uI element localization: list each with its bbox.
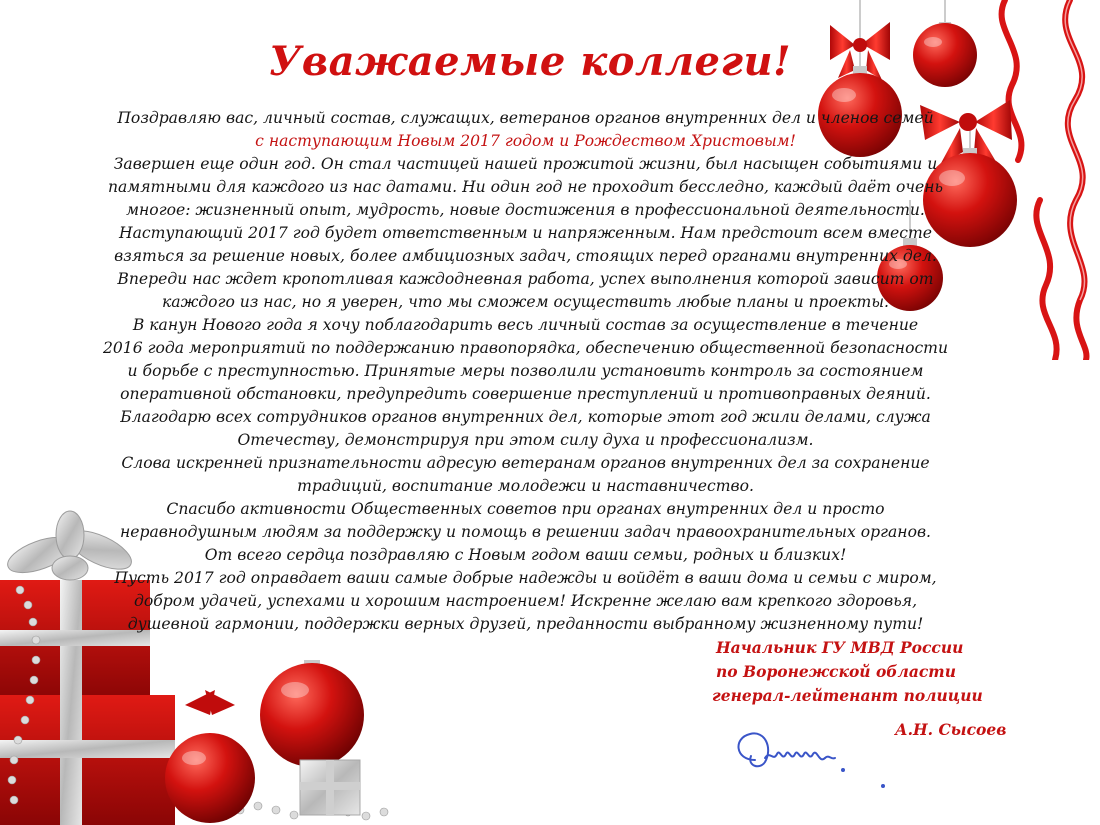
page-title: Уважаемые коллеги! [268, 38, 792, 85]
letter-body [58, 107, 993, 636]
letter-line: взяться за решение новых, более амбициозных задач, стоящих перед органами внутренних дел. [114, 247, 937, 265]
handwritten-signature [725, 718, 895, 793]
letter-line: Благодарю всех сотрудников органов внутренних дел, которые этот год жили делами, служа [120, 408, 931, 426]
signatory-position-line1: Начальник ГУ МВД России [716, 638, 964, 657]
letter-line: Впереди нас ждет кропотливая каждодневная работа, успех выполнения которой зависит от [117, 270, 934, 288]
signatory-position-line2: по Воронежской области [716, 662, 956, 681]
letter-line: 2016 года мероприятий по поддержанию правопорядка, обеспечению общественной безопасности [102, 339, 949, 357]
letter-line: Отечеству, демонстрируя при этом силу духа и профессионализм. [237, 431, 814, 449]
letter-line: каждого из нас, но я уверен, что мы сможем осуществить любые планы и проекты. [161, 293, 890, 311]
letter-line: От всего сердца поздравляю с Новым годом ваши семьи, родных и близких! [204, 546, 847, 564]
letter-line: оперативной обстановки, предупредить совершение преступлений и противоправных деяний. [120, 385, 931, 403]
letter-line: Завершен еще один год. Он стал частицей нашей прожитой жизни, был насыщен событиями и [113, 155, 938, 173]
letter-line: добром удачей, успехами и хорошим настроением! Искренне желаю вам крепкого здоровья, [133, 592, 918, 610]
letter-line: Слова искренней признательности адресую ветеранам органов внутренних дел за сохранение [121, 454, 930, 472]
letter-line: традиций, воспитание молодежи и наставничество. [297, 477, 754, 495]
letter-line: памятными для каждого из нас датами. Ни один год не проходит бесследно, каждый даёт очень [107, 178, 944, 196]
signatory-name: А.Н. Сысоев [895, 720, 1007, 739]
letter-line: и борьбе с преступностью. Принятые меры позволили установить контроль за состоянием [127, 362, 924, 380]
letter-line: Наступающий 2017 год будет ответственным и напряженным. Нам предстоит всем вместе [118, 224, 933, 242]
signatory-title [700, 636, 1020, 708]
letter-line: Пусть 2017 год оправдает ваши самые добрые надежды и войдёт в ваши дома и семьи с миром, [114, 569, 937, 587]
letter-line: Поздравляю вас, личный состав, служащих, ветеранов органов внутренних дел и членов семей [117, 109, 934, 127]
letter-line: душевной гармонии, поддержки верных друзей, преданности выбранному жизненному пути! [127, 615, 924, 633]
letter-line-highlight: с наступающим Новым 2017 годом и Рождеством Христовым! [255, 132, 796, 150]
signatory-rank: генерал-лейтенант полиции [712, 686, 983, 705]
letter-line: неравнодушным людям за поддержку и помощь в решении задач правоохранительных органов. [120, 523, 931, 541]
letter-line: многое: жизненный опыт, мудрость, новые достижения в профессиональной деятельности. [126, 201, 925, 219]
letter-line: В канун Нового года я хочу поблагодарить весь личный состав за осуществление в течение [132, 316, 919, 334]
letter-line: Спасибо активности Общественных советов при органах внутренних дел и просто [166, 500, 885, 518]
